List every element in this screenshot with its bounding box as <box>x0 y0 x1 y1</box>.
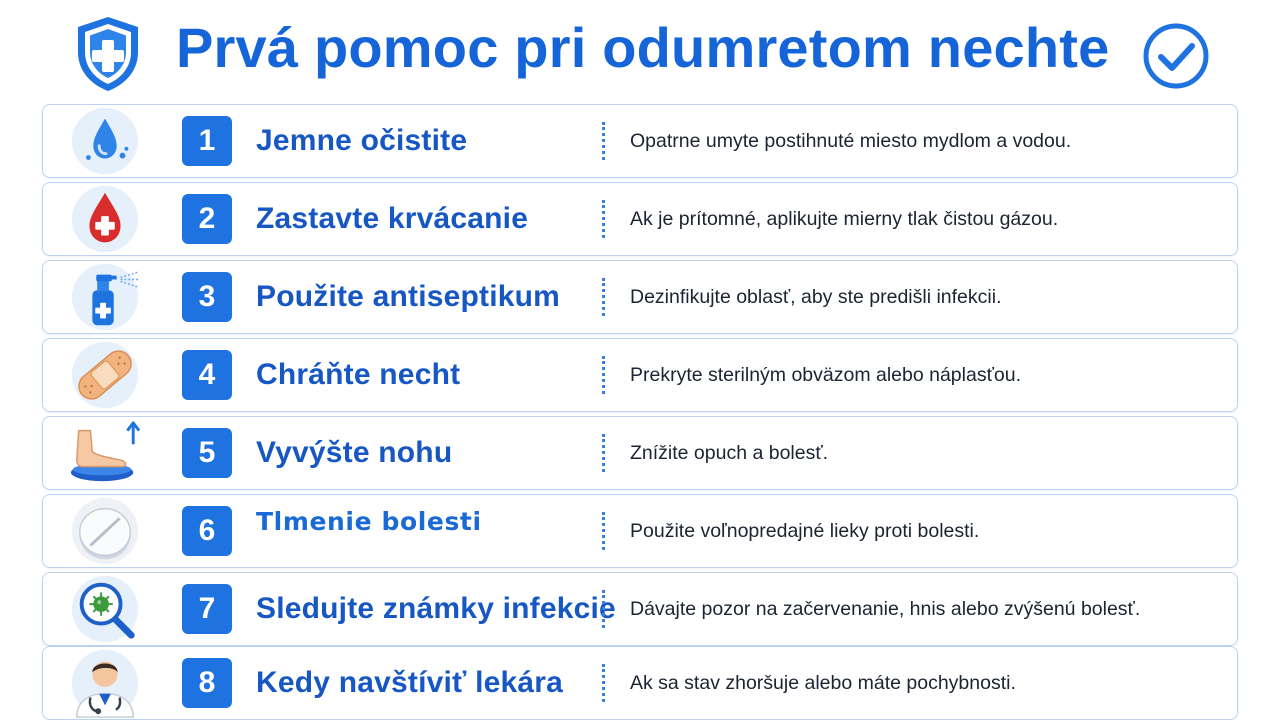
pill-tablet-icon <box>69 496 141 566</box>
step-row <box>42 338 1238 412</box>
step-description: Ak sa stav zhoršuje alebo máte pochybnosti. <box>630 671 1016 694</box>
step-description: Dávajte pozor na začervenanie, hnis alebo zvýšenú bolesť. <box>630 597 1141 620</box>
step-icon-wrap <box>69 264 141 330</box>
blood-drop-icon <box>69 184 141 254</box>
water-drop-icon <box>69 106 141 176</box>
elevated-foot-icon <box>69 418 141 488</box>
doctor-icon <box>69 648 141 718</box>
step-row <box>42 572 1238 646</box>
step-number: 6 <box>182 506 232 556</box>
step-number: 2 <box>182 194 232 244</box>
step-description: Prekryte sterilným obväzom alebo náplasťou. <box>630 363 1021 386</box>
step-icon-wrap <box>69 186 141 252</box>
step-number: 1 <box>182 116 232 166</box>
medical-shield-icon <box>74 14 142 94</box>
step-title: Chráňte necht <box>256 358 461 391</box>
step-number: 7 <box>182 584 232 634</box>
step-title: Sledujte známky infekcie <box>256 592 616 625</box>
magnifier-germ-icon <box>69 574 141 644</box>
step-title: Použite antiseptikum <box>256 280 561 313</box>
step-row <box>42 416 1238 490</box>
divider <box>602 434 605 472</box>
step-icon-wrap <box>69 342 141 408</box>
divider <box>602 590 605 628</box>
step-title: Zastavte krvácanie <box>256 202 529 235</box>
divider <box>602 278 605 316</box>
step-title: Vyvýšte nohu <box>256 436 453 469</box>
divider <box>602 512 605 550</box>
divider <box>602 356 605 394</box>
step-description: Dezinfikujte oblasť, aby ste predišli infekcii. <box>630 285 1002 308</box>
step-row <box>42 182 1238 256</box>
step-icon-wrap <box>69 420 141 486</box>
step-description: Znížite opuch a bolesť. <box>630 441 829 464</box>
step-row <box>42 494 1238 568</box>
divider <box>602 200 605 238</box>
step-title: Tlmenie bolesti <box>256 507 482 536</box>
step-number: 5 <box>182 428 232 478</box>
step-icon-wrap <box>69 108 141 174</box>
step-description: Opatrne umyte postihnuté miesto mydlom a vodou. <box>630 129 1072 152</box>
step-icon-wrap <box>69 498 141 564</box>
header <box>0 0 1280 104</box>
step-icon-wrap <box>69 576 141 642</box>
divider <box>602 122 605 160</box>
step-row <box>42 260 1238 334</box>
step-title: Jemne očistite <box>256 124 468 157</box>
step-number: 3 <box>182 272 232 322</box>
step-row <box>42 646 1238 720</box>
step-description: Použite voľnopredajné lieky proti bolesti. <box>630 519 980 542</box>
step-row <box>42 104 1238 178</box>
step-icon-wrap <box>69 650 141 716</box>
checkmark-circle-icon <box>1142 22 1210 90</box>
step-title: Kedy navštíviť lekára <box>256 666 564 699</box>
page-title: Prvá pomoc pri odumretom nechte <box>176 16 1110 79</box>
step-number: 4 <box>182 350 232 400</box>
step-description: Ak je prítomné, aplikujte mierny tlak čistou gázou. <box>630 207 1059 230</box>
antiseptic-spray-icon <box>69 262 141 332</box>
step-number: 8 <box>182 658 232 708</box>
bandage-icon <box>69 340 141 410</box>
divider <box>602 664 605 702</box>
